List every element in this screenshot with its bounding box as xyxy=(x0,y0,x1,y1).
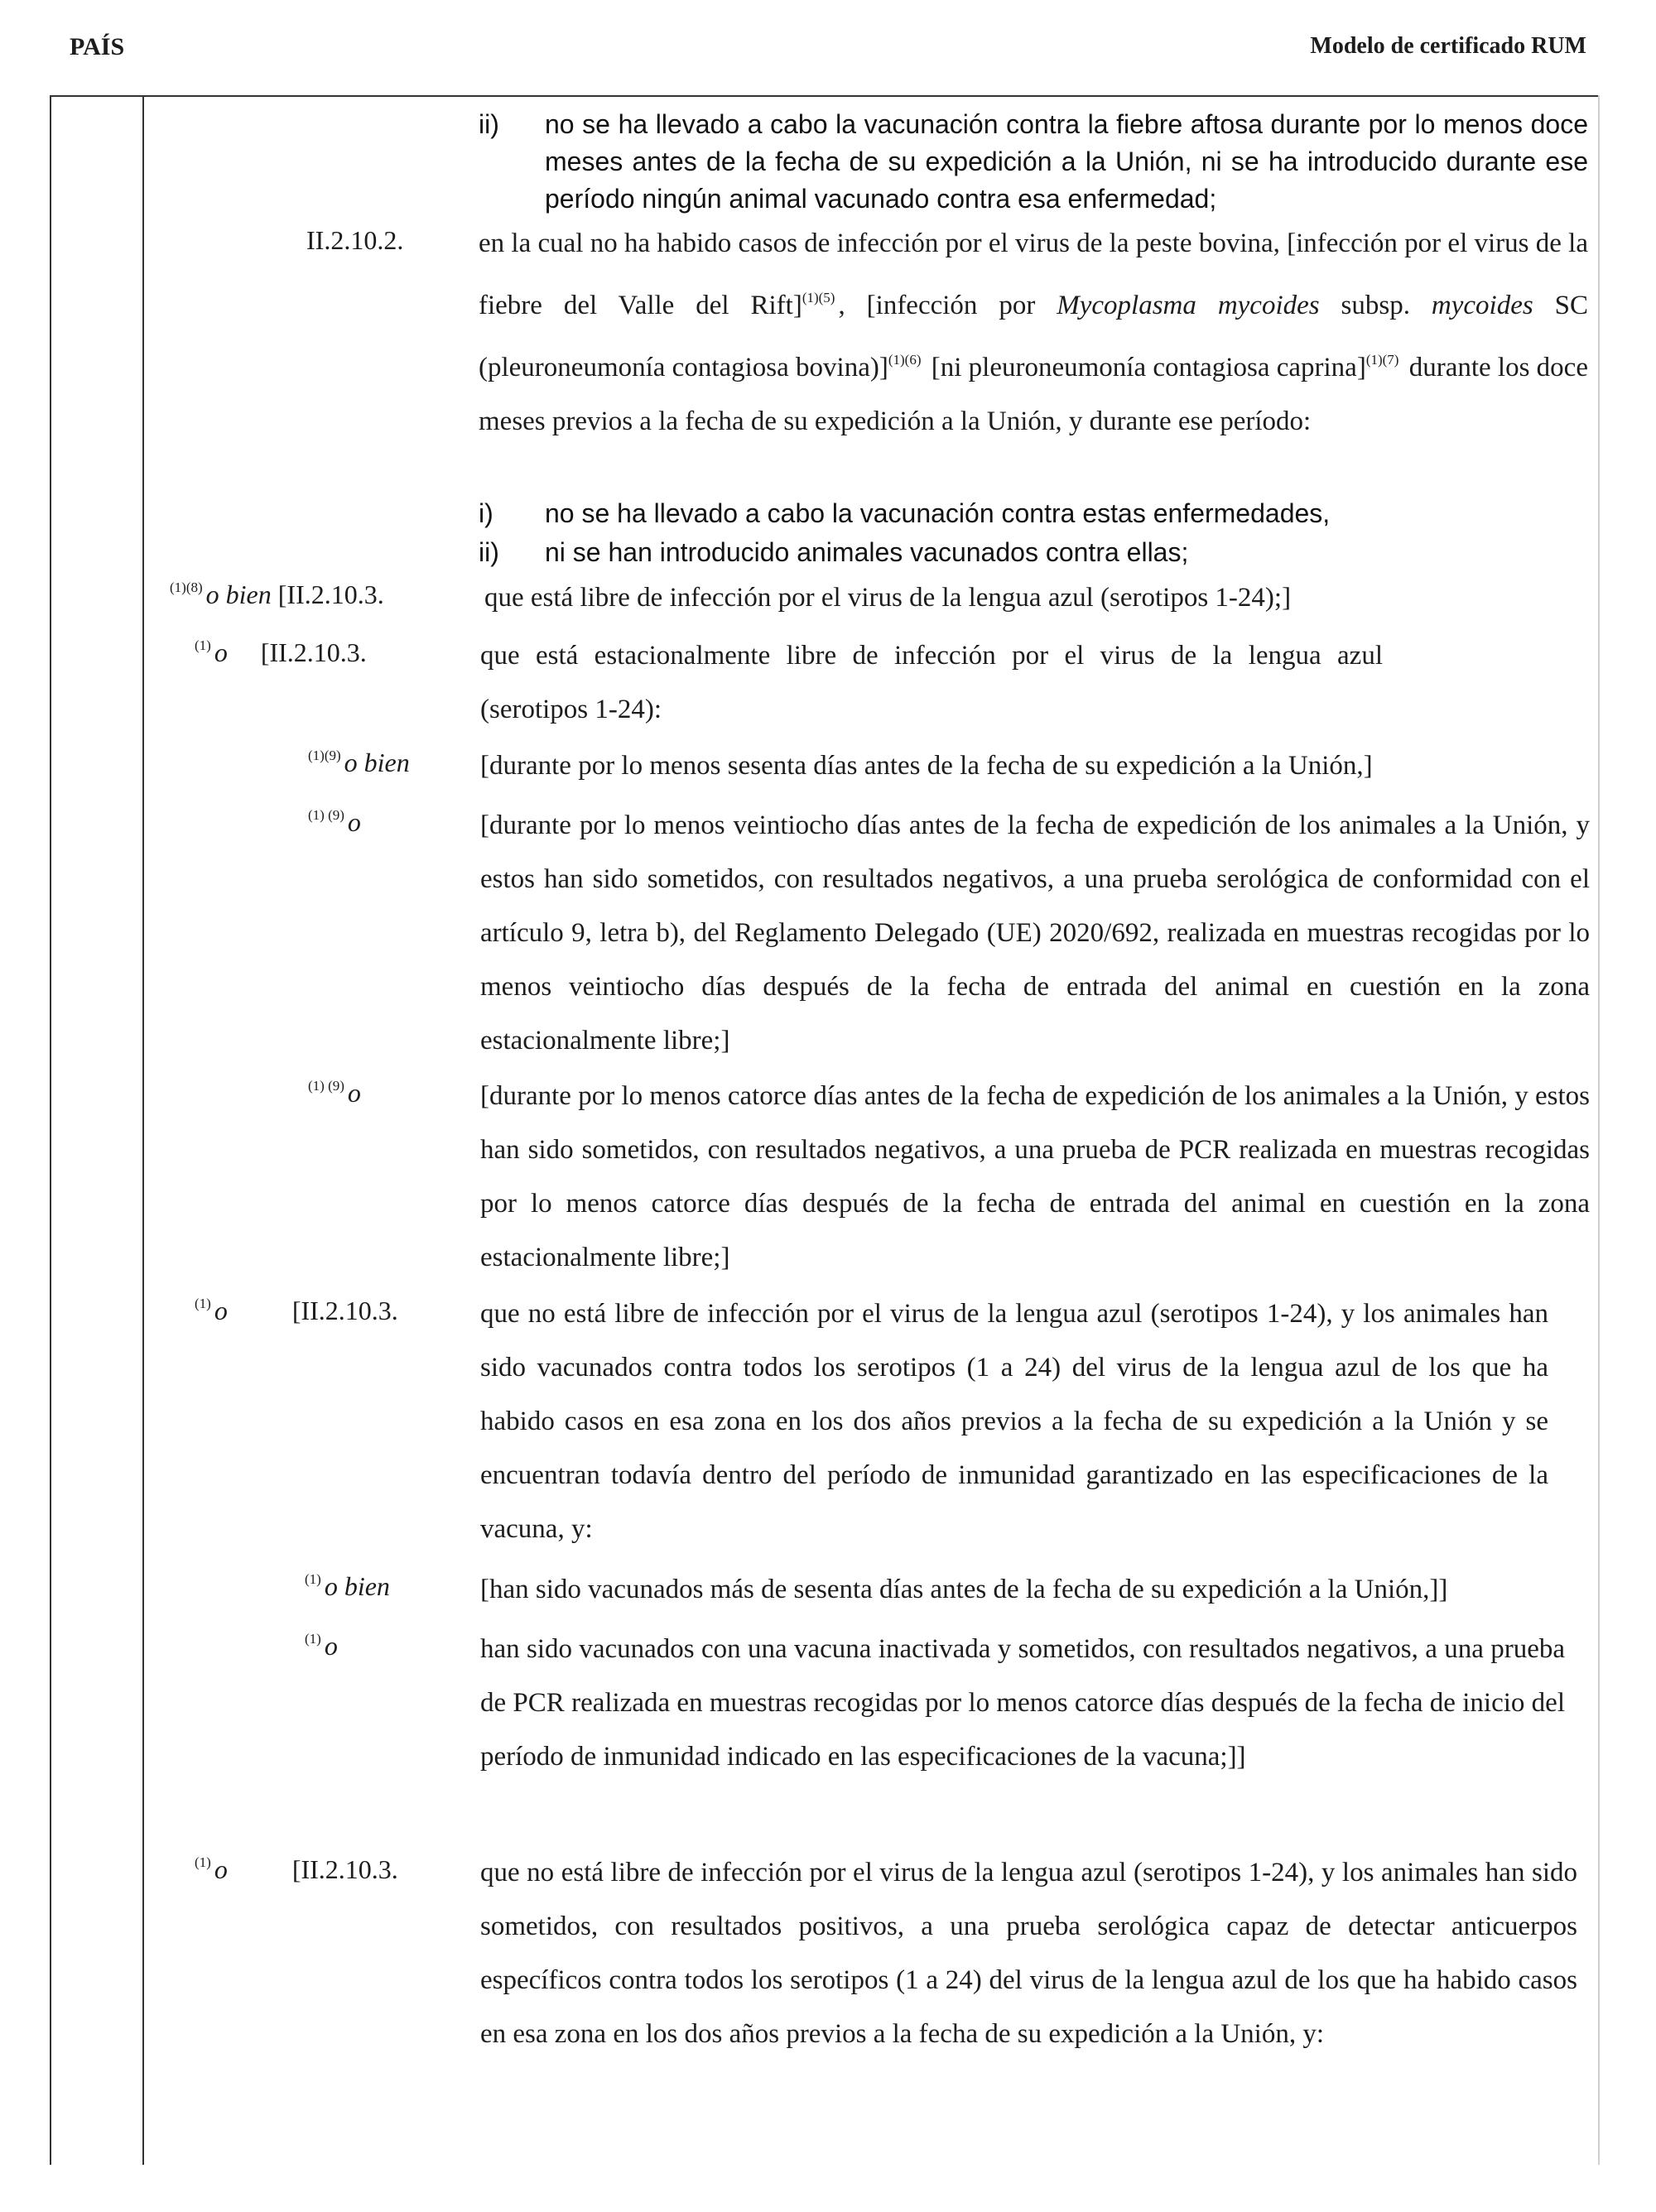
option-word: o xyxy=(214,1854,228,1884)
clause-d1-label xyxy=(308,748,410,778)
footnote-ref: (1)(6) xyxy=(888,352,922,368)
option-word: o bien xyxy=(324,1571,390,1601)
option-word: o bien xyxy=(205,579,272,609)
clause-c-text: que está libre de infección por el virus de la lengua azul (serotipos 1-24);] xyxy=(484,583,1292,613)
clause-d1-text: [durante por lo menos sesenta días antes de la fecha de su expedición a la Unión,] xyxy=(480,751,1373,781)
clause-text: no se ha llevado a cabo la vacunación contra la fiebre aftosa durante por lo menos doce meses antes de la fecha de su expedición a la Unión, ni se ha introducido durante ese período ningún animal vacunado contra esa enfermedad; xyxy=(545,109,1588,214)
footnote-ref: (1) xyxy=(305,1571,321,1587)
footnote-ref: (1)(7) xyxy=(1365,352,1399,368)
frame-left-rule xyxy=(50,95,51,2165)
frame-inner-rule xyxy=(142,95,144,2165)
text-segment: [ni pleuroneumonía contagiosa caprina] xyxy=(924,353,1366,382)
text-segment: SC (pleuroneumonía contagiosa bovina)] xyxy=(479,291,1588,382)
text-segment: en la cual no ha habido casos de infección por el virus de la peste bovina, [infección por el virus de la fiebre del Valle del Rift] xyxy=(479,228,1588,320)
option-word: o xyxy=(324,1631,338,1661)
text-segment: subsp. xyxy=(1319,291,1432,320)
footnote-ref: (1) xyxy=(195,637,211,653)
clause-e-text: que no está libre de infección por el virus de la lengua azul (serotipos 1-24), y los animales han sido vacunados contra todos los serotipos (1 a 24) del virus de la lengua azul de los que ha habido casos en esa zona en los dos años previos a la fecha de su expedición a la Unión y se encuentran todavía dentro del período de inmunidad garantizado en las especificaciones de la vacuna, y: xyxy=(480,1299,1548,1544)
option-word: o xyxy=(347,1078,361,1108)
page-header xyxy=(0,33,1656,70)
clause-c-label xyxy=(170,579,384,610)
footnote-ref: (1) xyxy=(195,1854,211,1870)
clause-d3-text: [durante por lo menos catorce días antes de la fecha de expedición de los animales a la Unión, y estos han sido sometidos, con resultados negativos, a una prueba de PCR realizada en muestras recogidas por lo menos catorce días después de la fecha de entrada del animal en cuestión en la zona estacionalmente libre;] xyxy=(480,1081,1590,1272)
italic-term: Mycoplasma mycoides xyxy=(1057,291,1320,320)
header-model-title: Modelo de certificado RUM xyxy=(1310,33,1586,59)
clause-number: [II.2.10.3. xyxy=(277,579,384,609)
footnote-ref: (1) (9) xyxy=(308,807,344,823)
option-word: o xyxy=(214,1296,228,1325)
clause-number: [II.2.10.3. xyxy=(291,1854,398,1884)
clause-f-text: que no está libre de infección por el virus de la lengua azul (serotipos 1-24), y los animales han sido sometidos, con resultados positivos, a una prueba serológica capaz de detectar anticuerpos específicos contra todos los serotipos (1 a 24) del virus de la lengua azul de los que ha habido casos en esa zona en los dos años previos a la fecha de su expedición a la Unión, y: xyxy=(480,1858,1577,2049)
clause-d-text: que está estacionalmente libre de infección por el virus de la lengua azul (serotipos 1-24): xyxy=(480,641,1383,724)
clause-text: no se ha llevado a cabo la vacunación contra estas enfermedades, xyxy=(545,498,1331,528)
footnote-ref: (1) (9) xyxy=(308,1078,344,1094)
clause-number: ii) xyxy=(479,109,499,139)
frame-top-rule xyxy=(50,95,1600,97)
option-word: o xyxy=(347,807,361,837)
option-word: o bien xyxy=(344,748,410,777)
clause-number: [II.2.10.3. xyxy=(260,637,367,667)
clause-b-label: II.2.10.2. xyxy=(306,225,404,255)
clause-number: ii) xyxy=(479,537,499,567)
clause-e2-label xyxy=(305,1631,338,1661)
footnote-ref: (1) xyxy=(195,1296,211,1311)
text-segment: durante los doce meses previos a la fecha de su expedición a la Unión, y durante ese período: xyxy=(479,353,1588,436)
header-country: PAÍS xyxy=(70,33,125,60)
footnote-ref: (1) xyxy=(305,1631,321,1647)
clause-e-label xyxy=(195,1296,398,1326)
clause-d-label xyxy=(195,637,367,668)
clause-b-text xyxy=(479,217,1588,449)
clause-f-label xyxy=(195,1854,398,1885)
clause-e2-text: han sido vacunados con una vacuna inactivada y sometidos, con resultados negativos, a una prueba de PCR realizada en muestras recogidas por lo menos catorce días después de la fecha de inicio del período de inmunidad indicado en las especificaciones de la vacuna;]] xyxy=(480,1634,1565,1772)
option-word: o xyxy=(214,637,228,667)
footnote-ref: (1)(5) xyxy=(802,290,835,305)
clause-d3-label xyxy=(308,1078,361,1108)
clause-number: [II.2.10.3. xyxy=(291,1296,398,1325)
footnote-ref: (1)(8) xyxy=(170,579,203,595)
text-segment: , [infección por xyxy=(838,291,1057,320)
clause-d2-label xyxy=(308,807,361,838)
clause-text: ni se han introducido animales vacunados contra ellas; xyxy=(545,537,1189,567)
clause-number: i) xyxy=(479,498,493,528)
footnote-ref: (1)(9) xyxy=(308,748,341,763)
italic-term: mycoides xyxy=(1431,291,1533,320)
clause-d2-text: [durante por lo menos veintiocho días antes de la fecha de expedición de los animales a la Unión, y estos han sido sometidos, con resultados negativos, a una prueba serológica de conformidad con el artículo 9, letra b), del Reglamento Delegado (UE) 2020/692, realizada en muestras recogidas por lo menos veintiocho días después de la fecha de entrada del animal en cuestión en la zona estacionalmente libre;] xyxy=(480,810,1590,1056)
clause-e1-label xyxy=(305,1571,390,1602)
frame-right-rule xyxy=(1598,95,1600,2165)
clause-e1-text: [han sido vacunados más de sesenta días antes de la fecha de su expedición a la Unión,]] xyxy=(480,1575,1448,1604)
